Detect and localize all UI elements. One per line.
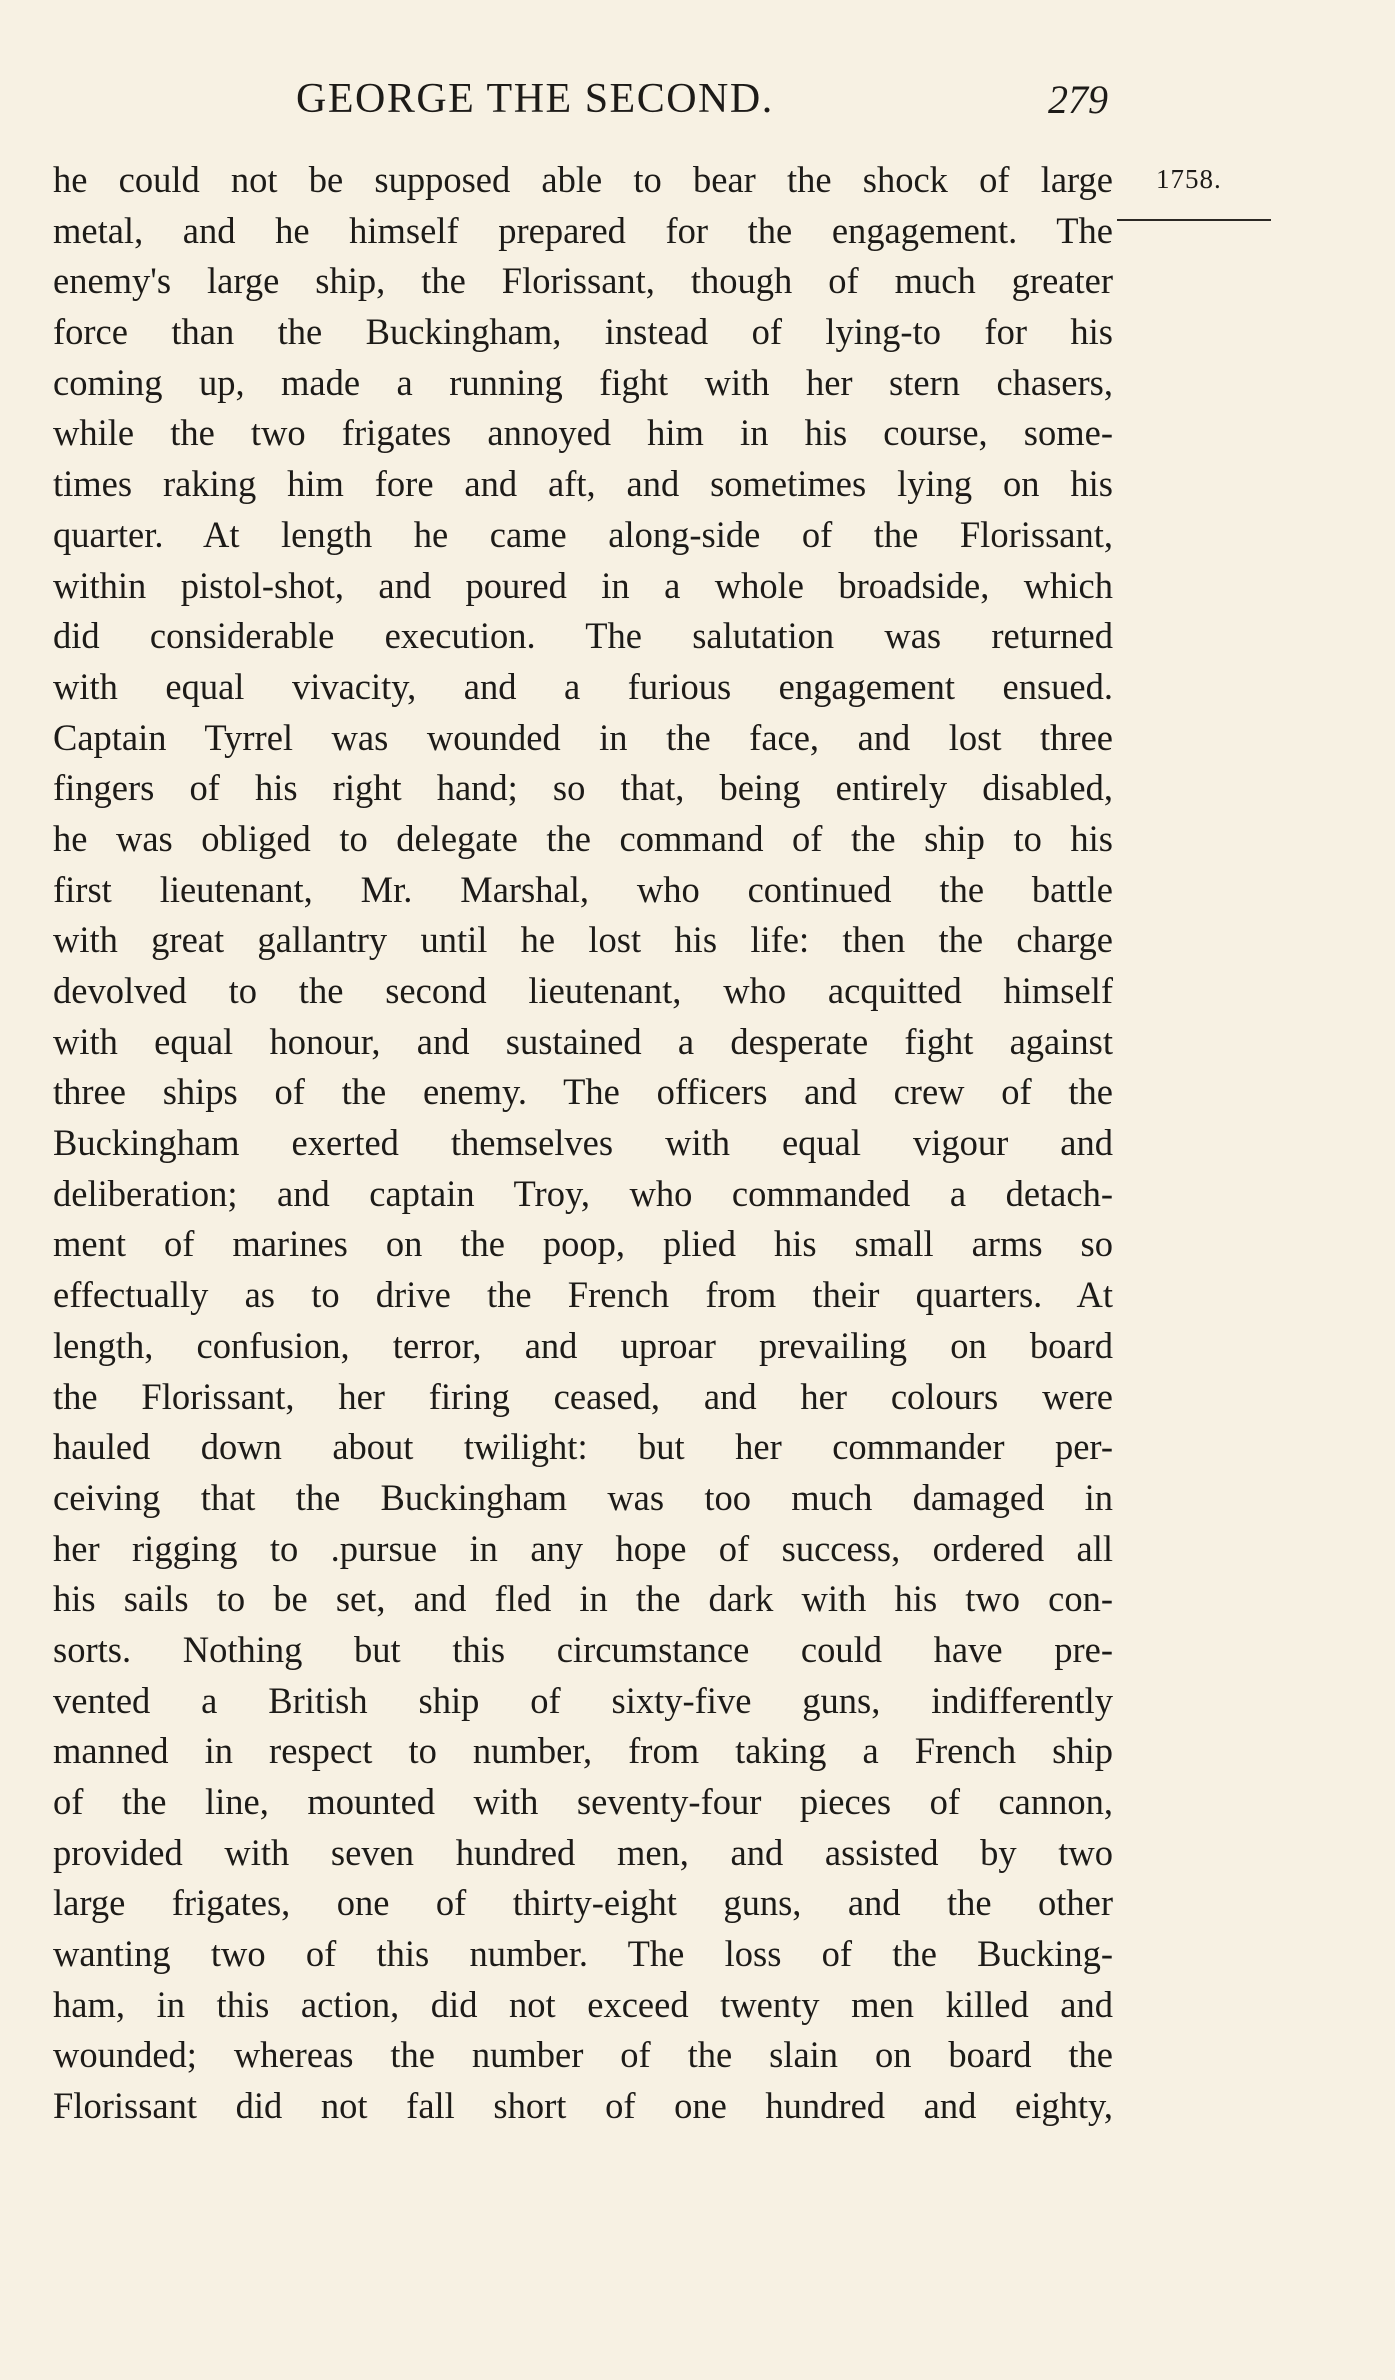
text-line: large frigates, one of thirty-eight guns, and the other <box>53 1882 1113 1924</box>
text-line: wanting two of this number. The loss of the Bucking- <box>53 1933 1113 1975</box>
text-line: he was obliged to delegate the command of the ship to his <box>53 817 1113 859</box>
text-line: he could not be supposed able to bear the shock of large <box>53 159 1113 200</box>
text-line: ment of marines on the poop, plied his small arms so <box>53 1223 1113 1265</box>
text-line: the Florissant, her firing ceased, and her colours were <box>53 1375 1113 1417</box>
page-number: 279 <box>1048 77 1108 122</box>
text-line: sorts. Nothing but this circumstance could have pre- <box>53 1628 1113 1670</box>
text-line: devolved to the second lieutenant, who acquitted himself <box>53 970 1113 1011</box>
text-line: hauled down about twilight: but her commander per- <box>53 1426 1113 1468</box>
text-line: ceiving that the Buckingham was too much damaged in <box>53 1476 1113 1518</box>
margin-year-note: 1758. <box>1156 164 1222 194</box>
text-line: first lieutenant, Mr. Marshal, who continued the battle <box>53 868 1113 910</box>
text-line: three ships of the enemy. The officers and crew of the <box>53 1071 1113 1113</box>
text-line: deliberation; and captain Troy, who commanded a detach- <box>53 1172 1113 1214</box>
text-line: quarter. At length he came along-side of the Florissant, <box>53 513 1113 555</box>
text-line: of the line, mounted with seventy-four pieces of cannon, <box>53 1781 1113 1822</box>
margin-rule <box>1117 219 1271 221</box>
text-line: her rigging to .pursue in any hope of success, ordered all <box>53 1527 1113 1569</box>
text-line: ham, in this action, did not exceed twenty men killed and <box>53 1983 1113 2025</box>
text-line: coming up, made a running fight with her stern chasers, <box>53 361 1113 403</box>
text-line: Captain Tyrrel was wounded in the face, and lost three <box>53 716 1113 758</box>
text-line: effectually as to drive the French from their quarters. At <box>53 1274 1113 1316</box>
text-line: wounded; whereas the number of the slain on board the <box>53 2034 1113 2076</box>
text-line: Florissant did not fall short of one hundred and eighty, <box>53 2085 1113 2127</box>
text-line: vented a British ship of sixty-five guns, indifferently <box>53 1679 1113 1721</box>
text-line: Buckingham exerted themselves with equal vigour and <box>53 1122 1113 1164</box>
text-line: with equal vivacity, and a furious engagement ensued. <box>53 665 1113 707</box>
text-line: with equal honour, and sustained a desperate fight against <box>53 1020 1113 1062</box>
text-line: force than the Buckingham, instead of lying-to for his <box>53 311 1113 353</box>
text-line: metal, and he himself prepared for the engagement. The <box>53 209 1113 251</box>
text-line: provided with seven hundred men, and assisted by two <box>53 1831 1113 1873</box>
text-line: did considerable execution. The salutation was returned <box>53 615 1113 657</box>
text-line: enemy's large ship, the Florissant, though of much greater <box>53 260 1113 302</box>
text-line: manned in respect to number, from taking a French ship <box>53 1730 1113 1772</box>
text-line: fingers of his right hand; so that, being entirely disabled, <box>53 767 1113 809</box>
body-text <box>53 155 1113 2132</box>
text-line: within pistol-shot, and poured in a whole broadside, which <box>53 564 1113 606</box>
text-line: while the two frigates annoyed him in his course, some- <box>53 412 1113 454</box>
text-line: his sails to be set, and fled in the dark with his two con- <box>53 1578 1113 1620</box>
running-title: GEORGE THE SECOND. <box>296 76 774 122</box>
text-line: times raking him fore and aft, and sometimes lying on his <box>53 463 1113 505</box>
text-line: with great gallantry until he lost his life: then the charge <box>53 919 1113 961</box>
text-line: length, confusion, terror, and uproar prevailing on board <box>53 1324 1113 1366</box>
